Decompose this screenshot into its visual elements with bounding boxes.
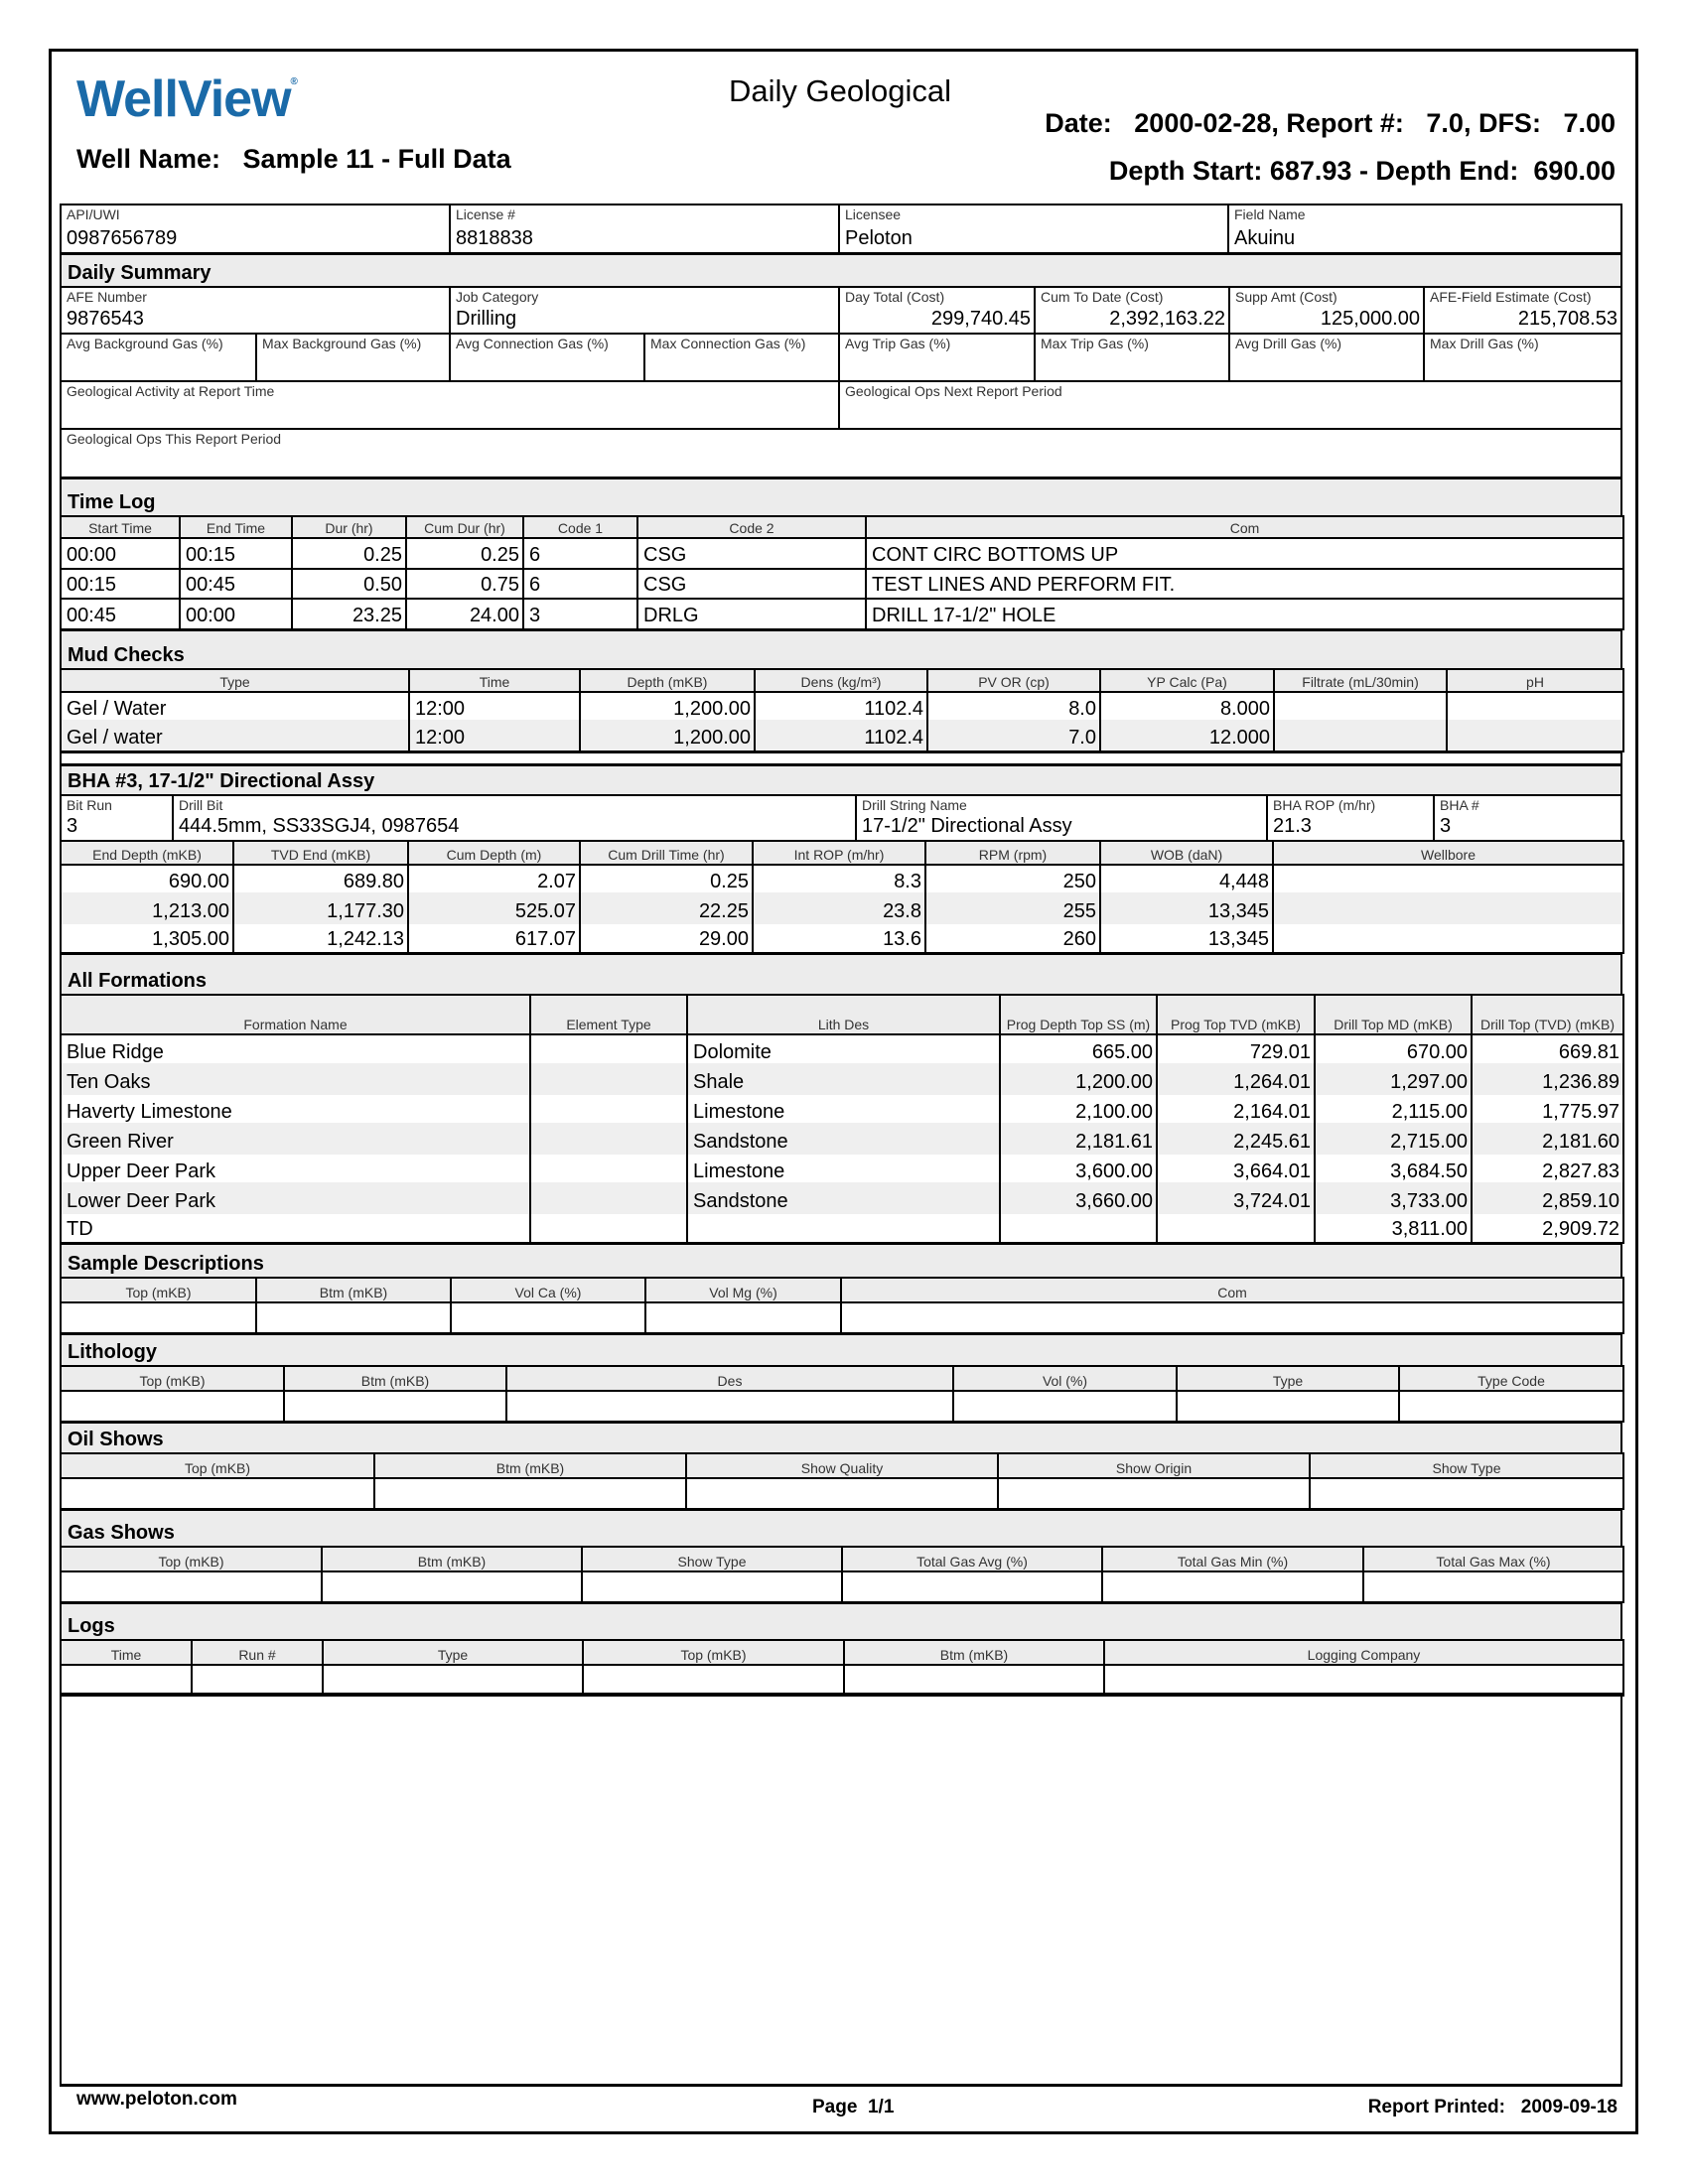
table-cell: Haverty Limestone bbox=[60, 1093, 531, 1125]
section-bha: BHA #3, 17-1/2" Directional Assy bbox=[60, 763, 1622, 796]
table-cell: TEST LINES AND PERFORM FIT. bbox=[865, 568, 1624, 600]
column-header: End Time bbox=[179, 515, 293, 539]
column-header: Depth (mKB) bbox=[579, 668, 756, 693]
field-avg-connection-gas: Avg Connection Gas (%) bbox=[449, 333, 645, 382]
table-cell: Sandstone bbox=[686, 1182, 1001, 1214]
table-cell bbox=[1176, 1390, 1400, 1423]
table-cell: 00:45 bbox=[60, 598, 181, 630]
table-cell bbox=[60, 1477, 375, 1510]
table-cell: CSG bbox=[636, 568, 867, 600]
table-cell: 2,181.61 bbox=[999, 1123, 1158, 1155]
table-cell: 2,909.72 bbox=[1471, 1212, 1624, 1244]
table-cell bbox=[952, 1390, 1178, 1423]
table-cell: Sandstone bbox=[686, 1123, 1001, 1155]
table-cell bbox=[1273, 720, 1448, 752]
column-header: Total Gas Min (%) bbox=[1101, 1546, 1364, 1572]
table-cell: 1,200.00 bbox=[579, 691, 756, 722]
table-cell: 0.25 bbox=[291, 537, 407, 570]
column-header: YP Calc (Pa) bbox=[1099, 668, 1275, 693]
table-cell: 255 bbox=[924, 892, 1101, 924]
table-cell: 23.25 bbox=[291, 598, 407, 630]
table-cell: 00:15 bbox=[179, 537, 293, 570]
table-cell: 8.0 bbox=[926, 691, 1101, 722]
table-cell: 1,177.30 bbox=[232, 892, 409, 924]
table-cell bbox=[1446, 691, 1624, 722]
column-header: Time bbox=[60, 1639, 193, 1666]
column-header: Cum Depth (m) bbox=[407, 840, 581, 866]
table-cell: 260 bbox=[924, 922, 1101, 954]
column-header: Btm (mKB) bbox=[843, 1639, 1105, 1666]
field-avg-trip-gas: Avg Trip Gas (%) bbox=[838, 333, 1036, 382]
table-cell: 3,600.00 bbox=[999, 1153, 1158, 1184]
table-cell: 3,733.00 bbox=[1314, 1182, 1473, 1214]
table-cell: 1,305.00 bbox=[60, 922, 234, 954]
table-cell: 3 bbox=[522, 598, 638, 630]
column-header: Int ROP (m/hr) bbox=[752, 840, 926, 866]
table-cell bbox=[644, 1301, 842, 1334]
field-licensee: Licensee Peloton bbox=[838, 204, 1229, 254]
table-cell: 669.81 bbox=[1471, 1033, 1624, 1065]
field-cum-to-date-cost: Cum To Date (Cost) 2,392,163.22 bbox=[1034, 286, 1230, 335]
table-cell bbox=[1446, 720, 1624, 752]
section-lithology: Lithology bbox=[60, 1332, 1622, 1367]
table-cell bbox=[373, 1477, 687, 1510]
table-cell bbox=[529, 1182, 688, 1214]
table-cell bbox=[686, 1212, 1001, 1244]
table-cell: CSG bbox=[636, 537, 867, 570]
field-geo-ops-next-period: Geological Ops Next Report Period bbox=[838, 380, 1622, 430]
table-cell: 00:00 bbox=[179, 598, 293, 630]
table-cell: 0.25 bbox=[579, 864, 754, 894]
table-cell: 0.75 bbox=[405, 568, 524, 600]
table-cell: 690.00 bbox=[60, 864, 234, 894]
table-cell: 8.000 bbox=[1099, 691, 1275, 722]
table-cell bbox=[529, 1123, 688, 1155]
table-cell: 617.07 bbox=[407, 922, 581, 954]
table-cell: 00:45 bbox=[179, 568, 293, 600]
table-cell: 2,245.61 bbox=[1156, 1123, 1316, 1155]
section-gas-shows: Gas Shows bbox=[60, 1508, 1622, 1548]
report-date-line: Date: 2000-02-28, Report #: 7.0, DFS: 7.00 bbox=[1045, 108, 1616, 138]
table-cell: 1,775.97 bbox=[1471, 1093, 1624, 1125]
blank-area bbox=[60, 1693, 1622, 2087]
column-header: Btm (mKB) bbox=[321, 1546, 583, 1572]
field-job-category: Job Category Drilling bbox=[449, 286, 840, 335]
field-geo-ops-this-period: Geological Ops This Report Period bbox=[60, 428, 1622, 478]
table-cell bbox=[505, 1390, 954, 1423]
table-cell: 13.6 bbox=[752, 922, 926, 954]
table-cell: 1,297.00 bbox=[1314, 1063, 1473, 1095]
field-field-name: Field Name Akuinu bbox=[1227, 204, 1622, 254]
table-cell: 2,715.00 bbox=[1314, 1123, 1473, 1155]
column-header: pH bbox=[1446, 668, 1624, 693]
column-header: Type bbox=[1176, 1365, 1400, 1392]
column-header: Element Type bbox=[529, 994, 688, 1035]
table-cell: Limestone bbox=[686, 1153, 1001, 1184]
field-api-uwi: API/UWI 0987656789 bbox=[60, 204, 451, 254]
table-cell: TD bbox=[60, 1212, 531, 1244]
table-cell: 2,181.60 bbox=[1471, 1123, 1624, 1155]
column-header: Total Gas Max (%) bbox=[1362, 1546, 1624, 1572]
table-cell bbox=[529, 1212, 688, 1244]
field-bit-run: Bit Run 3 bbox=[60, 794, 174, 842]
depth-line: Depth Start: 687.93 - Depth End: 690.00 bbox=[1108, 156, 1616, 186]
table-cell bbox=[60, 1301, 257, 1334]
column-header: Vol Ca (%) bbox=[450, 1277, 646, 1303]
table-cell: 7.0 bbox=[926, 720, 1101, 752]
table-cell: 00:15 bbox=[60, 568, 181, 600]
column-header: Code 1 bbox=[522, 515, 638, 539]
table-cell: DRILL 17-1/2" HOLE bbox=[865, 598, 1624, 630]
table-cell bbox=[1272, 864, 1624, 894]
column-header: PV OR (cp) bbox=[926, 668, 1101, 693]
table-cell: Limestone bbox=[686, 1093, 1001, 1125]
table-cell: 689.80 bbox=[232, 864, 409, 894]
report-title: Daily Geological bbox=[729, 73, 951, 108]
table-cell: 3,684.50 bbox=[1314, 1153, 1473, 1184]
table-cell: 1,200.00 bbox=[579, 720, 756, 752]
table-cell: 00:00 bbox=[60, 537, 181, 570]
column-header: Drill Top MD (mKB) bbox=[1314, 994, 1473, 1035]
table-cell bbox=[529, 1063, 688, 1095]
table-cell: 23.8 bbox=[752, 892, 926, 924]
field-license: License # 8818838 bbox=[449, 204, 840, 254]
field-max-background-gas: Max Background Gas (%) bbox=[255, 333, 451, 382]
column-header: Dur (hr) bbox=[291, 515, 407, 539]
table-cell bbox=[321, 1570, 583, 1603]
column-header: Show Quality bbox=[685, 1452, 999, 1479]
column-header: Top (mKB) bbox=[60, 1546, 323, 1572]
table-cell bbox=[1309, 1477, 1624, 1510]
column-header: Time bbox=[408, 668, 581, 693]
column-header: Com bbox=[840, 1277, 1624, 1303]
column-header: Total Gas Avg (%) bbox=[841, 1546, 1103, 1572]
table-cell: 2.07 bbox=[407, 864, 581, 894]
table-cell bbox=[1101, 1570, 1364, 1603]
section-all-formations: All Formations bbox=[60, 952, 1622, 996]
field-max-drill-gas: Max Drill Gas (%) bbox=[1423, 333, 1622, 382]
column-header: Run # bbox=[191, 1639, 324, 1666]
table-cell bbox=[529, 1093, 688, 1125]
table-cell: Green River bbox=[60, 1123, 531, 1155]
table-cell: 3,664.01 bbox=[1156, 1153, 1316, 1184]
field-drill-bit: Drill Bit 444.5mm, SS33SGJ4, 0987654 bbox=[172, 794, 857, 842]
table-cell: DRLG bbox=[636, 598, 867, 630]
column-header: Btm (mKB) bbox=[255, 1277, 452, 1303]
table-cell: 1102.4 bbox=[754, 691, 928, 722]
column-header: Prog Top TVD (mKB) bbox=[1156, 994, 1316, 1035]
column-header: Code 2 bbox=[636, 515, 867, 539]
column-header: Start Time bbox=[60, 515, 181, 539]
table-cell: CONT CIRC BOTTOMS UP bbox=[865, 537, 1624, 570]
section-mud-checks: Mud Checks bbox=[60, 628, 1622, 670]
table-cell: 4,448 bbox=[1099, 864, 1274, 894]
table-cell: 665.00 bbox=[999, 1033, 1158, 1065]
table-cell: 525.07 bbox=[407, 892, 581, 924]
column-header: Vol Mg (%) bbox=[644, 1277, 842, 1303]
table-cell bbox=[1273, 691, 1448, 722]
column-header: Show Type bbox=[1309, 1452, 1624, 1479]
table-cell: 1,236.89 bbox=[1471, 1063, 1624, 1095]
column-header: End Depth (mKB) bbox=[60, 840, 234, 866]
table-cell: 12:00 bbox=[408, 720, 581, 752]
table-cell bbox=[1362, 1570, 1624, 1603]
field-avg-background-gas: Avg Background Gas (%) bbox=[60, 333, 257, 382]
column-header: Top (mKB) bbox=[60, 1452, 375, 1479]
field-max-connection-gas: Max Connection Gas (%) bbox=[643, 333, 840, 382]
column-header: Cum Drill Time (hr) bbox=[579, 840, 754, 866]
column-header: Type bbox=[322, 1639, 584, 1666]
column-header: WOB (daN) bbox=[1099, 840, 1274, 866]
table-cell: 1102.4 bbox=[754, 720, 928, 752]
column-header: Formation Name bbox=[60, 994, 531, 1035]
table-cell bbox=[685, 1477, 999, 1510]
table-cell: 1,213.00 bbox=[60, 892, 234, 924]
table-cell: 1,242.13 bbox=[232, 922, 409, 954]
table-cell bbox=[581, 1570, 843, 1603]
table-cell bbox=[450, 1301, 646, 1334]
table-cell: 3,660.00 bbox=[999, 1182, 1158, 1214]
wellview-logo: WellView® bbox=[76, 70, 297, 128]
table-cell: 250 bbox=[924, 864, 1101, 894]
table-cell bbox=[529, 1033, 688, 1065]
table-cell: Dolomite bbox=[686, 1033, 1001, 1065]
field-bha-rop: BHA ROP (m/hr) 21.3 bbox=[1266, 794, 1435, 842]
field-bha-number: BHA # 3 bbox=[1433, 794, 1622, 842]
column-header: Top (mKB) bbox=[582, 1639, 845, 1666]
column-header: Wellbore bbox=[1272, 840, 1624, 866]
field-geo-activity-report-time: Geological Activity at Report Time bbox=[60, 380, 840, 430]
section-logs: Logs bbox=[60, 1601, 1622, 1641]
table-cell: 1,200.00 bbox=[999, 1063, 1158, 1095]
table-cell: 12:00 bbox=[408, 691, 581, 722]
table-cell: Shale bbox=[686, 1063, 1001, 1095]
column-header: Drill Top (TVD) (mKB) bbox=[1471, 994, 1624, 1035]
field-afe-field-estimate: AFE-Field Estimate (Cost) 215,708.53 bbox=[1423, 286, 1622, 335]
table-cell: 670.00 bbox=[1314, 1033, 1473, 1065]
column-header: Filtrate (mL/30min) bbox=[1273, 668, 1448, 693]
table-cell: Blue Ridge bbox=[60, 1033, 531, 1065]
table-cell: 22.25 bbox=[579, 892, 754, 924]
column-header: TVD End (mKB) bbox=[232, 840, 409, 866]
table-cell bbox=[841, 1570, 1103, 1603]
field-max-trip-gas: Max Trip Gas (%) bbox=[1034, 333, 1230, 382]
field-avg-drill-gas: Avg Drill Gas (%) bbox=[1228, 333, 1425, 382]
section-daily-summary: Daily Summary bbox=[60, 252, 1622, 288]
table-cell: 13,345 bbox=[1099, 892, 1274, 924]
table-cell: 2,827.83 bbox=[1471, 1153, 1624, 1184]
table-cell: 12.000 bbox=[1099, 720, 1275, 752]
column-header: Lith Des bbox=[686, 994, 1001, 1035]
table-cell: Gel / Water bbox=[60, 691, 410, 722]
table-cell: 6 bbox=[522, 537, 638, 570]
table-cell: 24.00 bbox=[405, 598, 524, 630]
table-cell: 0.50 bbox=[291, 568, 407, 600]
table-cell: 13,345 bbox=[1099, 922, 1274, 954]
column-header: Type bbox=[60, 668, 410, 693]
table-cell bbox=[60, 1570, 323, 1603]
column-header: Type Code bbox=[1398, 1365, 1624, 1392]
table-cell: Upper Deer Park bbox=[60, 1153, 531, 1184]
table-cell: 29.00 bbox=[579, 922, 754, 954]
table-cell bbox=[1272, 892, 1624, 924]
table-cell: 1,264.01 bbox=[1156, 1063, 1316, 1095]
column-header: Btm (mKB) bbox=[373, 1452, 687, 1479]
table-cell bbox=[1398, 1390, 1624, 1423]
column-header: Show Type bbox=[581, 1546, 843, 1572]
column-header: Dens (kg/m³) bbox=[754, 668, 928, 693]
table-cell bbox=[283, 1390, 507, 1423]
table-cell bbox=[1272, 922, 1624, 954]
table-cell: 3,811.00 bbox=[1314, 1212, 1473, 1244]
well-name: Well Name: Sample 11 - Full Data bbox=[76, 144, 511, 174]
field-afe-number: AFE Number 9876543 bbox=[60, 286, 451, 335]
table-cell: 2,115.00 bbox=[1314, 1093, 1473, 1125]
footer-page-number: Page 1/1 bbox=[812, 2097, 895, 2117]
table-cell bbox=[840, 1301, 1624, 1334]
column-header: Btm (mKB) bbox=[283, 1365, 507, 1392]
column-header: Cum Dur (hr) bbox=[405, 515, 524, 539]
section-sample-descriptions: Sample Descriptions bbox=[60, 1242, 1622, 1279]
table-cell bbox=[999, 1212, 1158, 1244]
field-drill-string-name: Drill String Name 17-1/2" Directional Assy bbox=[855, 794, 1268, 842]
table-cell bbox=[60, 1390, 285, 1423]
table-cell: Gel / water bbox=[60, 720, 410, 752]
table-cell bbox=[255, 1301, 452, 1334]
column-header: Vol (%) bbox=[952, 1365, 1178, 1392]
table-cell: 0.25 bbox=[405, 537, 524, 570]
table-cell bbox=[997, 1477, 1311, 1510]
column-header: Com bbox=[865, 515, 1624, 539]
table-cell: Ten Oaks bbox=[60, 1063, 531, 1095]
table-cell: 2,100.00 bbox=[999, 1093, 1158, 1125]
table-cell: 729.01 bbox=[1156, 1033, 1316, 1065]
field-supp-amt-cost: Supp Amt (Cost) 125,000.00 bbox=[1228, 286, 1425, 335]
table-cell: Lower Deer Park bbox=[60, 1182, 531, 1214]
column-header: Logging Company bbox=[1103, 1639, 1624, 1666]
table-cell bbox=[1156, 1212, 1316, 1244]
table-cell bbox=[529, 1153, 688, 1184]
table-cell: 2,859.10 bbox=[1471, 1182, 1624, 1214]
field-day-total-cost: Day Total (Cost) 299,740.45 bbox=[838, 286, 1036, 335]
footer-website: www.peloton.com bbox=[76, 2089, 237, 2110]
column-header: Show Origin bbox=[997, 1452, 1311, 1479]
table-cell: 6 bbox=[522, 568, 638, 600]
section-time-log: Time Log bbox=[60, 477, 1622, 517]
column-header: Top (mKB) bbox=[60, 1277, 257, 1303]
column-header: RPM (rpm) bbox=[924, 840, 1101, 866]
section-oil-shows: Oil Shows bbox=[60, 1421, 1622, 1454]
column-header: Prog Depth Top SS (m) bbox=[999, 994, 1158, 1035]
footer-report-printed: Report Printed: 2009-09-18 bbox=[1367, 2097, 1618, 2117]
table-cell: 2,164.01 bbox=[1156, 1093, 1316, 1125]
table-cell: 8.3 bbox=[752, 864, 926, 894]
table-cell: 3,724.01 bbox=[1156, 1182, 1316, 1214]
column-header: Top (mKB) bbox=[60, 1365, 285, 1392]
column-header: Des bbox=[505, 1365, 954, 1392]
